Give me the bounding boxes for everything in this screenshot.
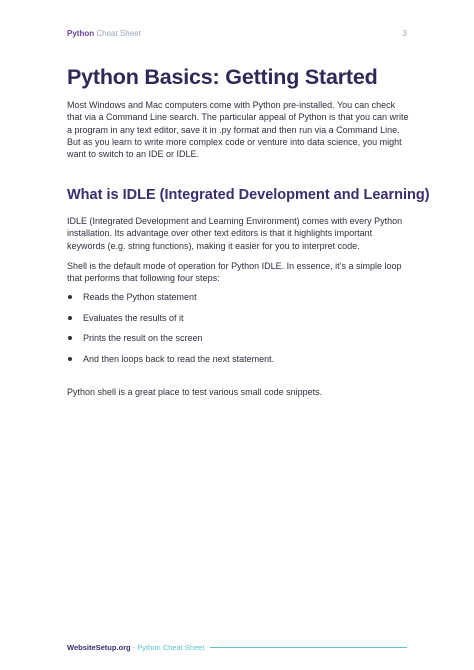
list-item-text: Prints the result on the screen [83, 333, 203, 344]
footer-separator: - [130, 643, 138, 652]
list-item [67, 291, 274, 303]
footer-doc-title: Python Cheat Sheet [137, 643, 205, 652]
list-item-text: And then loops back to read the next statement. [83, 354, 275, 365]
list-item [67, 332, 274, 344]
shell-paragraph: Shell is the default mode of operation for Python IDLE. In essence, it’s a simple loop that performs that following four steps: [67, 261, 402, 284]
page-footer [67, 642, 407, 654]
closing-paragraph: Python shell is a great place to test various small code snippets. [67, 387, 323, 397]
list-item-text: Evaluates the results of it [83, 312, 184, 323]
list-item [67, 312, 274, 324]
list-item [67, 353, 274, 365]
page-number: 3 [402, 29, 407, 38]
bullet-icon [68, 336, 72, 340]
bullet-icon [68, 316, 72, 320]
footer-divider [210, 647, 407, 648]
footer-site-link[interactable]: WebsiteSetup.org [67, 643, 131, 652]
steps-list [67, 291, 274, 374]
page-title: Python Basics: Getting Started [67, 65, 378, 89]
bullet-icon [68, 357, 72, 361]
intro-paragraph: Most Windows and Mac computers come with Python pre-installed. You can check that via a Command Line search. The particular appeal of Python is that you can write a program in any text editor, save it in .py format and then run via a Command Line. But as you learn to write more complex code or venture into data science, you might want to switch to an IDE or IDLE. [67, 100, 409, 160]
header-brand: Python [67, 29, 95, 38]
header-section: Cheat Sheet [96, 29, 141, 38]
list-item-text: Reads the Python statement [83, 292, 197, 302]
idle-paragraph: IDLE (Integrated Development and Learning Environment) comes with every Python installation. Its advantage over other text editors is that it highlights important keywords (e.g. string functions), making it easier for you to interpret code. [67, 216, 403, 251]
section-heading: What is IDLE (Integrated Development and Learning) [67, 187, 430, 203]
bullet-icon [68, 295, 72, 299]
page-header [67, 28, 407, 40]
